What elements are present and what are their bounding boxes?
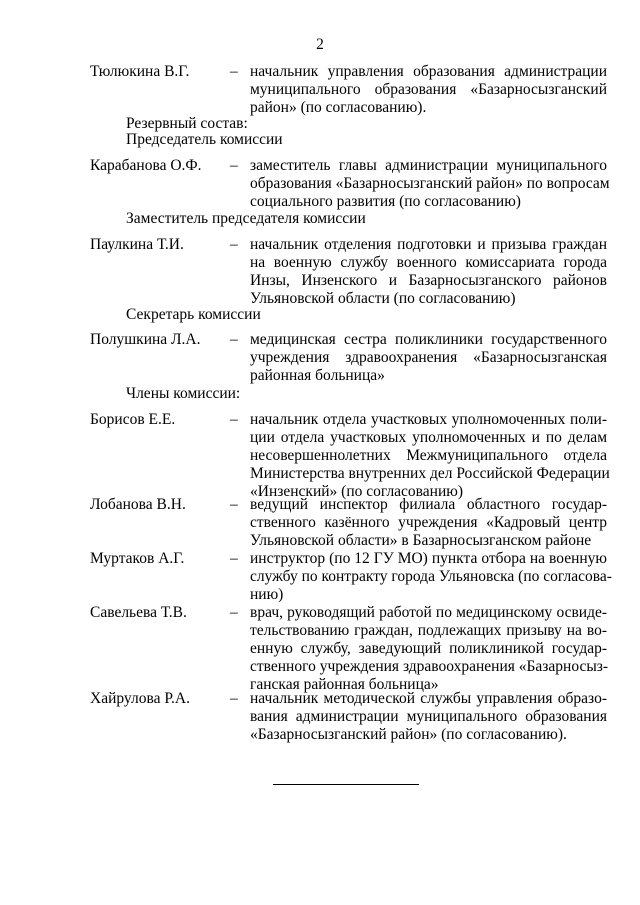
role-line: медицинская сестра поликлиники государственного xyxy=(250,331,607,348)
member-role xyxy=(250,411,610,501)
dash-separator: – xyxy=(230,331,238,348)
role-line: инструктор (по 12 ГУ МО) пункта отбора на военную xyxy=(250,550,607,567)
dash-separator: – xyxy=(230,496,238,513)
member-role xyxy=(250,550,612,604)
role-line: районная больница» xyxy=(250,367,385,384)
role-line: Ульяновской области (по согласованию) xyxy=(250,290,516,307)
chairman-label: Председатель комиссии xyxy=(126,131,283,148)
member-role xyxy=(250,63,607,117)
member-role xyxy=(250,604,607,694)
role-line: начальник методической службы управления образо- xyxy=(250,690,607,707)
secretary-label: Секретарь комиссии xyxy=(126,306,261,323)
role-line: «Инзенский» (по согласованию) xyxy=(250,483,464,500)
member-role xyxy=(250,496,607,550)
dash-separator: – xyxy=(230,411,238,428)
dash-separator: – xyxy=(230,604,238,621)
role-line: образования «Базарносызганский район» по вопросам xyxy=(250,175,610,192)
role-line: енную службу, заведующий поликлиникой государ- xyxy=(250,640,607,657)
role-line: на военную службу военного комиссариата города xyxy=(250,254,607,271)
role-line: тельствованию граждан, подлежащих призыву на во- xyxy=(250,622,607,639)
role-line: вания администрации муниципального образования xyxy=(250,708,607,725)
role-line: начальник управления образования администрации xyxy=(250,63,607,80)
reserve-title: Резервный состав: xyxy=(126,115,248,132)
role-line: службу по контракту города Ульяновска (по согласова- xyxy=(250,568,612,585)
member-name: Савельева Т.В. xyxy=(90,604,187,621)
member-name: Лобанова В.Н. xyxy=(90,496,186,513)
role-line: нию) xyxy=(250,586,284,603)
dash-separator: – xyxy=(230,157,238,174)
dash-separator: – xyxy=(230,236,238,253)
role-line: район» (по согласованию). xyxy=(250,99,427,116)
role-line: муниципального образования «Базарносызганский xyxy=(250,81,607,98)
role-line: врач, руководящий работой по медицинскому освиде- xyxy=(250,604,607,621)
members-label: Члены комиссии: xyxy=(126,385,241,402)
member-name: Карабанова О.Ф. xyxy=(90,157,202,174)
role-line: социального развития (по согласованию) xyxy=(250,193,521,210)
deputy-label: Заместитель председателя комиссии xyxy=(126,210,366,227)
dash-separator: – xyxy=(230,550,238,567)
role-line: Инзы, Инзенского и Базарносызганского районов xyxy=(250,272,607,289)
role-line: ции отдела участковых уполномоченных и по делам xyxy=(250,429,607,446)
member-name: Полушкина Л.А. xyxy=(90,331,201,348)
member-name: Борисов Е.Е. xyxy=(90,411,176,428)
role-line: ведущий инспектор филиала областного государ- xyxy=(250,496,607,513)
member-role xyxy=(250,331,607,385)
member-name: Муртаков А.Г. xyxy=(90,550,185,567)
role-line: ственного казённого учреждения «Кадровый центр xyxy=(250,514,607,531)
member-name: Хайрулова Р.А. xyxy=(90,690,190,707)
role-line: Ульяновской области» в Базарносызганском районе xyxy=(250,532,592,549)
member-role xyxy=(250,157,610,211)
role-line: начальник отделения подготовки и призыва граждан xyxy=(250,236,607,253)
dash-separator: – xyxy=(230,63,238,80)
role-line: заместитель главы администрации муниципального xyxy=(250,157,607,174)
role-line: начальник отдела участковых уполномоченных поли- xyxy=(250,411,607,428)
role-line: несовершеннолетних Межмуниципального отдела xyxy=(250,447,607,464)
dash-separator: – xyxy=(230,690,238,707)
role-line: Министерства внутренних дел Российской Федерации xyxy=(250,465,610,482)
closing-rule xyxy=(273,784,419,785)
member-name: Паулкина Т.И. xyxy=(90,236,184,253)
member-role xyxy=(250,236,607,308)
role-line: учреждения здравоохранения «Базарносызганская xyxy=(250,349,607,366)
role-line: ганская районная больница» xyxy=(250,676,439,693)
member-name: Тюлюкина В.Г. xyxy=(90,63,190,80)
role-line: «Базарносызганский район» (по согласованию). xyxy=(250,726,567,743)
role-line: ственного учреждения здравоохранения «Базарносыз- xyxy=(250,658,609,675)
page-number: 2 xyxy=(316,36,324,53)
member-role xyxy=(250,690,607,744)
